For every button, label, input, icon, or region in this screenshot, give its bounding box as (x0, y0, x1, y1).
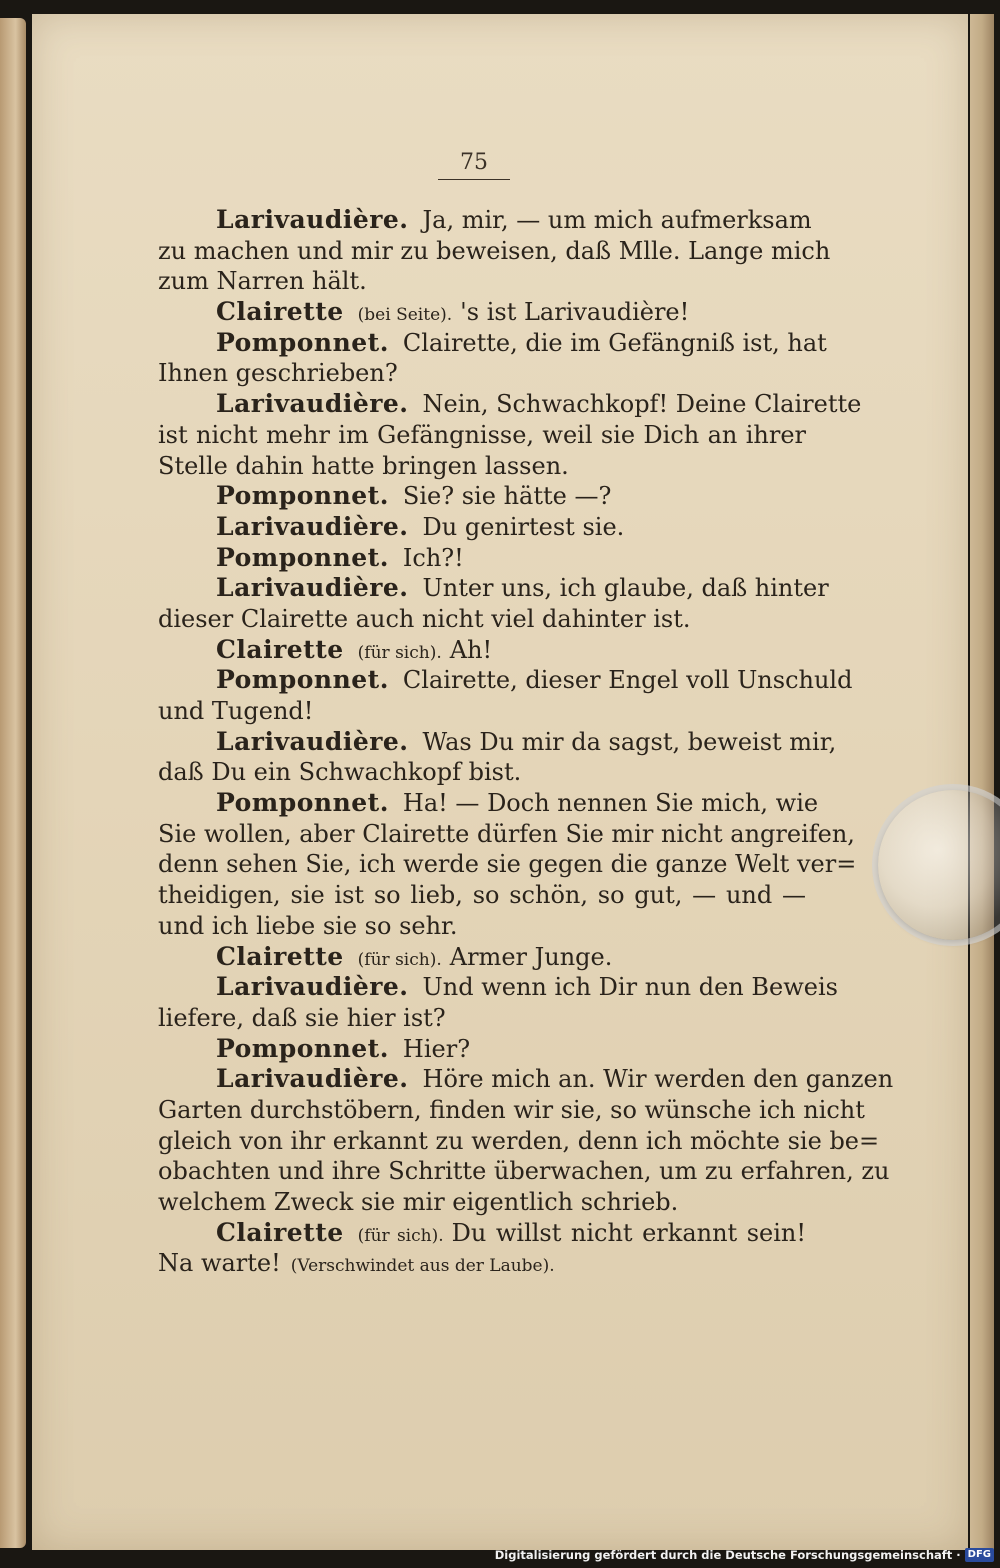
text-line (158, 236, 831, 267)
speaker-name: Larivaudière. (216, 573, 409, 603)
text-line (158, 389, 862, 420)
line-text: Hier? (402, 1034, 471, 1063)
line-text: und ich liebe sie so sehr. (158, 911, 458, 940)
line-text: Sie? sie hätte —? (402, 482, 612, 511)
text-line (158, 1064, 894, 1095)
credit-text: Digitalisierung gefördert durch die Deutsche Forschungsgemeinschaft · (494, 1548, 961, 1562)
speaker-name: Pomponnet. (216, 327, 389, 357)
speaker-name: Clairette (216, 1217, 344, 1247)
text-line (158, 297, 806, 328)
stage-direction: (für sich). (357, 949, 442, 970)
stage-direction: (bei Seite). (357, 305, 453, 326)
text-line (158, 481, 806, 512)
text-line (158, 604, 806, 635)
text-line (158, 1095, 865, 1126)
text-line (158, 757, 806, 788)
line-text: Höre mich an. Wir werden den ganzen (422, 1065, 894, 1094)
speaker-name: Pomponnet. (216, 665, 389, 695)
line-text: Ah! (449, 635, 493, 664)
speaker-name: Larivaudière. (216, 972, 409, 1002)
text-line (158, 327, 827, 359)
line-text: theidigen, sie ist so lieb, so schön, so gut, — und — (158, 881, 806, 910)
speaker-name: Clairette (216, 634, 344, 664)
stage-direction: (für sich). (357, 1225, 444, 1246)
line-text: Ha! — Doch nennen Sie mich, wie (402, 789, 819, 818)
stage-direction: (Verschwindet aus der Laube). (290, 1256, 555, 1277)
speaker-name: Larivaudière. (216, 511, 409, 541)
line-text: zu machen und mir zu beweisen, daß Mlle. Lange mich (158, 236, 831, 265)
speaker-name: Larivaudière. (216, 205, 409, 234)
line-text: Garten durchstöbern, finden wir sie, so wünsche ich nicht (158, 1095, 865, 1124)
line-text: Nein, Schwachkopf! Deine Clairette (422, 390, 862, 419)
text-line (158, 942, 806, 973)
text-line (158, 512, 806, 543)
line-text: Ja, mir, — um mich aufmerksam (422, 206, 812, 234)
line-text: liefere, daß sie hier ist? (158, 1003, 446, 1032)
line-text: Was Du mir da sagst, beweist mir, (422, 727, 837, 756)
speaker-name: Larivaudière. (216, 389, 409, 419)
left-page-edge (0, 18, 26, 1548)
speaker-name: Larivaudière. (216, 726, 409, 756)
text-line (158, 1126, 880, 1157)
line-text: denn sehen Sie, ich werde sie gegen die ganze Welt ver= (158, 850, 857, 879)
text-line (158, 726, 837, 758)
digitization-credit (495, 1546, 994, 1564)
stage-direction: (für sich). (357, 642, 442, 663)
line-text: Sie wollen, aber Clairette dürfen Sie mir nicht angreifen, (158, 819, 855, 848)
line-text: gleich von ihr erkannt zu werden, denn ich möchte sie be= (158, 1126, 880, 1155)
line-text: Und wenn ich Dir nun den Beweis (422, 973, 838, 1002)
text-line (158, 880, 806, 911)
text-line (158, 1156, 890, 1187)
text-line (158, 972, 838, 1003)
speaker-name: Clairette (216, 297, 344, 327)
text-line (158, 1187, 806, 1218)
text-line (158, 635, 806, 666)
line-text: Stelle dahin hatte bringen lassen. (158, 451, 569, 480)
text-line (158, 849, 857, 880)
line-text: 's ist Larivaudière! (460, 298, 690, 327)
line-text: Du genirtest sie. (422, 512, 625, 541)
text-line (158, 573, 829, 604)
line-text: Ich?! (402, 543, 464, 572)
line-text: welchem Zweck sie mir eigentlich schrieb. (158, 1188, 679, 1216)
text-line (158, 665, 853, 696)
text-line (158, 819, 855, 850)
line-text: Du willst nicht erkannt sein! (451, 1218, 806, 1247)
line-text: und Tugend! (158, 697, 314, 725)
text-line (158, 788, 819, 819)
text-line (158, 451, 806, 482)
page-number: 75 (438, 150, 510, 180)
line-text: ist nicht mehr im Gefängnisse, weil sie Dich an ihrer (158, 420, 806, 449)
line-text: Clairette, dieser Engel voll Unschuld (402, 666, 853, 695)
page-stack-edge (970, 14, 994, 1550)
text-line (158, 696, 806, 727)
speaker-name: Pomponnet. (216, 1033, 389, 1063)
text-line (158, 266, 806, 297)
speaker-name: Pomponnet. (216, 788, 389, 818)
dfg-logo-icon: DFG (965, 1548, 994, 1562)
speaker-name: Larivaudière. (216, 1064, 409, 1094)
line-text: daß Du ein Schwachkopf bist. (158, 758, 522, 787)
line-text: Clairette, die im Gefängniß ist, hat (402, 328, 827, 357)
speaker-name: Clairette (216, 941, 344, 971)
line-text: obachten und ihre Schritte überwachen, um zu erfahren, zu (158, 1157, 890, 1186)
text-line (158, 358, 806, 389)
text-line (158, 420, 806, 451)
text-line (158, 1034, 806, 1065)
line-text: zum Narren hält. (158, 267, 367, 296)
line-text: Unter uns, ich glaube, daß hinter (422, 574, 829, 603)
line-text: dieser Clairette auch nicht viel dahinter ist. (158, 604, 691, 633)
speaker-name: Pomponnet. (216, 481, 389, 511)
text-line (158, 1003, 806, 1034)
text-line (158, 543, 806, 574)
page-text (158, 205, 894, 1279)
text-line (158, 1248, 806, 1279)
line-text: Ihnen geschrieben? (158, 359, 398, 388)
text-line (158, 911, 806, 942)
line-text: Na warte! (158, 1249, 281, 1278)
text-line (158, 205, 812, 236)
text-line (158, 1218, 806, 1249)
speaker-name: Pomponnet. (216, 542, 389, 572)
line-text: Armer Junge. (449, 942, 613, 971)
